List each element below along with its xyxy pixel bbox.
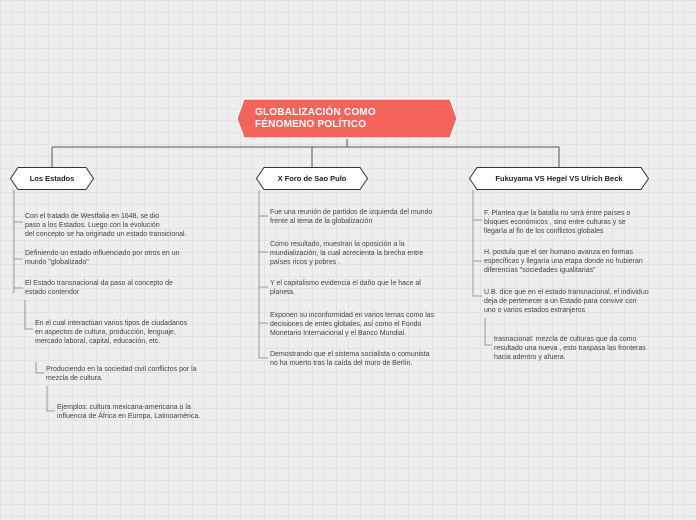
central-topic[interactable] xyxy=(236,98,458,139)
branch-fukuyama-hegel-beck[interactable] xyxy=(469,167,649,190)
note-estado-transnacional[interactable]: El Estado transnacional da paso al concepto de estado contendor xyxy=(25,280,173,297)
branch-label: X Foro de Sao Pulo xyxy=(277,174,347,183)
branch-label: Fukuyama VS Hegel VS Ulrich Beck xyxy=(495,174,623,183)
note-conflictos-cultura[interactable]: Produciendo en la sociedad civil conflictos por la mezcla de cultura. xyxy=(46,366,197,383)
central-topic-title: GLOBALIZACIÓN COMO FÉNOMENO POLÍTICO xyxy=(255,106,376,130)
note-fukuyama[interactable]: F. Plantea que la batalla no será entre países o bloques económicos , sino entre culturas y se llegaría al fin de los conflictos globales xyxy=(484,210,631,236)
note-sistema-socialista[interactable]: Demostrando que el sistema socialista o comunista no ha muerto tras la caída del muro de Berlín. xyxy=(270,351,430,368)
note-capitalismo[interactable]: Y el capitalismo evidencia el daño que le hace al planeta. xyxy=(270,280,421,297)
note-ulrich-beck[interactable]: U.B. dice que en el estado transnacional, el individuo deja de pertenecer a un Estado para convivir con uno o varios estados extranjeros xyxy=(484,289,649,315)
note-westfalia[interactable]: Con el tratado de Westfalia en 1648, se dio paso a los Estados. Luego con la evolución del concepto se ha originado un estado transicional. xyxy=(25,213,187,239)
note-trasnacional[interactable]: trasnacional: mezcla de culturas que da como resultado una nueva , esto traspasa las fronteras hacia adentro y afuera. xyxy=(494,336,646,362)
branch-los-estados[interactable] xyxy=(10,167,94,190)
note-reunion-partidos[interactable]: Fue una reunión de partidos de izquierda del mundo frente al tema de la globalización xyxy=(270,209,433,226)
note-inconformidad[interactable]: Exponen su inconformidad en varios temas como las decisiones de entes globales, así como el Fondo Monetario Internacional y el Banco Mundial. xyxy=(270,312,435,338)
note-ejemplos[interactable]: Ejemplos: cultura mexicana-americana o la influencia de África en Europa, Latinoamérica. xyxy=(57,404,201,421)
branch-x-foro-sao-pulo[interactable] xyxy=(256,167,368,190)
note-hegel[interactable]: H. postula que el ser humano avanza en formas específicas y llegaría una etapa donde no hubieran diferencias "sociedades igualitarias" xyxy=(484,249,643,275)
note-ciudadanos[interactable]: En el cual interactúan varios tipos de ciudadanos en aspectos de cultura, producción, lenguaje, mercado laboral, capital, educación, etc. xyxy=(35,320,188,346)
note-estado-influenciado[interactable]: Definiendo un estado influenciado por otros en un mundo "globalizado" xyxy=(25,250,180,267)
branch-label: Los Estados xyxy=(29,174,75,183)
note-oposicion-mundializacion[interactable]: Como resultado, muestran la oposición a la mundialización, la cual acrecienta la brecha entre países ricos y pobres . xyxy=(270,241,424,267)
